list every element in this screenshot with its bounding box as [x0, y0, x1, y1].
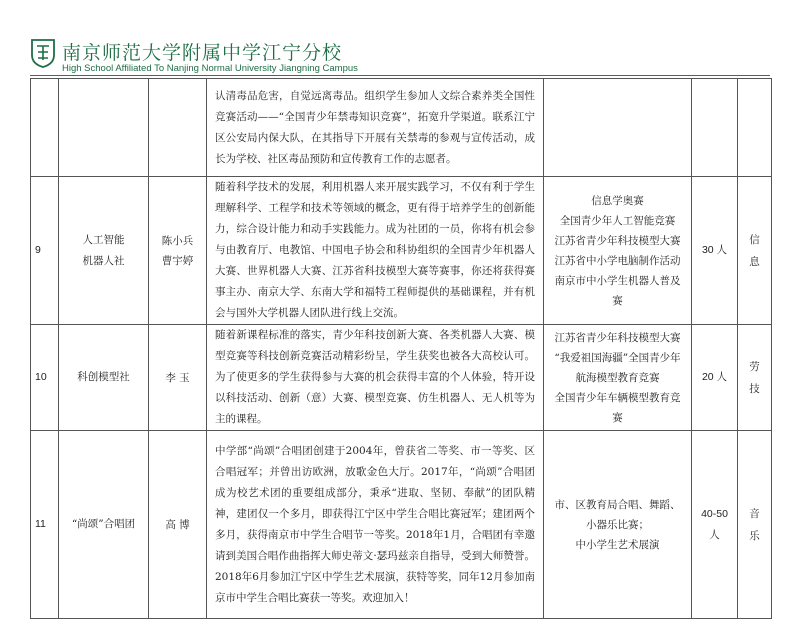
club-name: [59, 431, 149, 619]
club-name-line: “尚颂”合唱团: [71, 518, 136, 530]
row-number: [31, 79, 59, 177]
club-description: 随着新课程标准的落实，青少年科技创新大赛、各类机器人大赛、模型竞赛等科技创新竞赛活动精彩纷呈，学生获奖也被各大高校认可。为了使更多的学生获得参与大赛的机会获得丰富的个人体验，特开设以科技活动、创新（意）大赛、模型竞赛、仿生机器人、无人机等为主的课程。: [207, 325, 544, 431]
competition-item: 江苏省中小学电脑制作活动: [554, 254, 681, 267]
advisor-names: [149, 431, 207, 619]
competition-item: 中小学生艺术展演: [575, 538, 660, 551]
school-name-en: High School Affiliated To Nanjing Normal University Jiangning Campus: [62, 63, 358, 74]
category-char: 劳: [749, 360, 760, 373]
competition-item: 信息学奥赛: [591, 194, 644, 207]
member-count: 20 人: [692, 325, 738, 431]
club-description: 认清毒品危害，自觉远离毒品。组织学生参加人文综合素养类全国性竞赛活动——“全国青少年禁毒知识竞赛”，拓宽升学渠道。联系江宁区公安局内保大队，在其指导下开展有关禁毒的参观与宣传活动，成长为学校、社区毒品预防和宣传教育工作的志愿者。: [207, 79, 544, 177]
competition-item: 全国青少年人工智能竞赛: [559, 214, 676, 227]
club-name: [59, 325, 149, 431]
category-char: 息: [749, 255, 760, 268]
club-table: [30, 78, 772, 619]
advisor-names: [149, 325, 207, 431]
club-description: 中学部“尚颂”合唱团创建于2004年，曾获省二等奖、市一等奖、区合唱冠军；并曾出访欧洲，放歌金色大厅。2017年，“尚颂”合唱团成为校艺术团的重要组成部分，秉承“进取、坚韧、奉献”的团队精神，建团仅一个多月，即获得江宁区中学生合唱比赛冠军；建团两个多月，获得南京市中学生合唱节一等奖。2018年1月，合唱团有幸邀请到美国合唱作曲指挥大师史蒂文·瑟玛兹亲自指导，受到大师赞誉。2018年6月参加江宁区中学生艺术展演，获特等奖，同年12月参加南京市中学生合唱比赛获一等奖。欢迎加入！: [207, 431, 544, 619]
advisor-name: 曹宇婷: [161, 254, 194, 267]
competition-item: 全国青少年车辆模型教育竞赛: [554, 391, 681, 424]
table-row: [31, 431, 772, 619]
competition-item: “我爱祖国海疆”全国青少年航海模型教育竞赛: [554, 351, 681, 384]
competition-item: 市、区教育局合唱、舞蹈、小器乐比赛；: [554, 498, 681, 531]
competition-item: 南京市中小学生机器人普及赛: [554, 274, 681, 307]
advisor-name: 高 博: [165, 518, 190, 531]
competition-list: [544, 325, 692, 431]
club-name-line: 机器人社: [82, 254, 125, 267]
club-name: [59, 79, 149, 177]
page-header: [30, 38, 790, 78]
header-divider: [30, 75, 770, 76]
category-char: 信: [749, 233, 760, 246]
row-number: 11: [31, 431, 59, 619]
member-count: 30 人: [692, 177, 738, 325]
category-char: 音: [749, 507, 760, 520]
competition-list: [544, 431, 692, 619]
member-count: 40-50 人: [692, 431, 738, 619]
advisor-names: [149, 79, 207, 177]
club-category: [738, 431, 772, 619]
club-name-line: 科创模型社: [77, 371, 130, 383]
member-count: [692, 79, 738, 177]
advisor-name: 陈小兵: [161, 234, 194, 247]
club-name: [59, 177, 149, 325]
club-category: [738, 325, 772, 431]
category-char: 乐: [749, 529, 760, 542]
club-category: [738, 79, 772, 177]
competition-item: 江苏省青少年科技模型大赛: [554, 331, 681, 344]
club-category: [738, 177, 772, 325]
school-emblem-icon: [30, 38, 56, 68]
table-row: [31, 79, 772, 177]
advisor-names: [149, 177, 207, 325]
competition-list: [544, 177, 692, 325]
row-number: 10: [31, 325, 59, 431]
category-char: 技: [749, 382, 760, 395]
row-number: 9: [31, 177, 59, 325]
competition-list: [544, 79, 692, 177]
table-row: [31, 325, 772, 431]
club-description: 随着科学技术的发展，利用机器人来开展实践学习，不仅有利于学生理解科学、工程学和技术等领域的概念，更有得于培养学生的创新能力，综合设计能力和动手实践能力。成为社团的一员，你将有机会参与由教育厅、电教馆、中国电子协会和科协组织的全国青少年机器人大赛、世界机器人大赛、江苏省科技模型大赛等赛事，你还将获得赛事主办、南京大学、东南大学和福特工程师提供的基础课程，并有机会与国外大学机器人团队进行线上交流。: [207, 177, 544, 325]
club-name-line: 人工智能: [82, 233, 125, 246]
school-name-cn: 南京师范大学附属中学江宁分校: [62, 42, 343, 64]
competition-item: 江苏省青少年科技模型大赛: [554, 234, 681, 247]
advisor-name: 李 玉: [165, 371, 190, 384]
table-row: [31, 177, 772, 325]
